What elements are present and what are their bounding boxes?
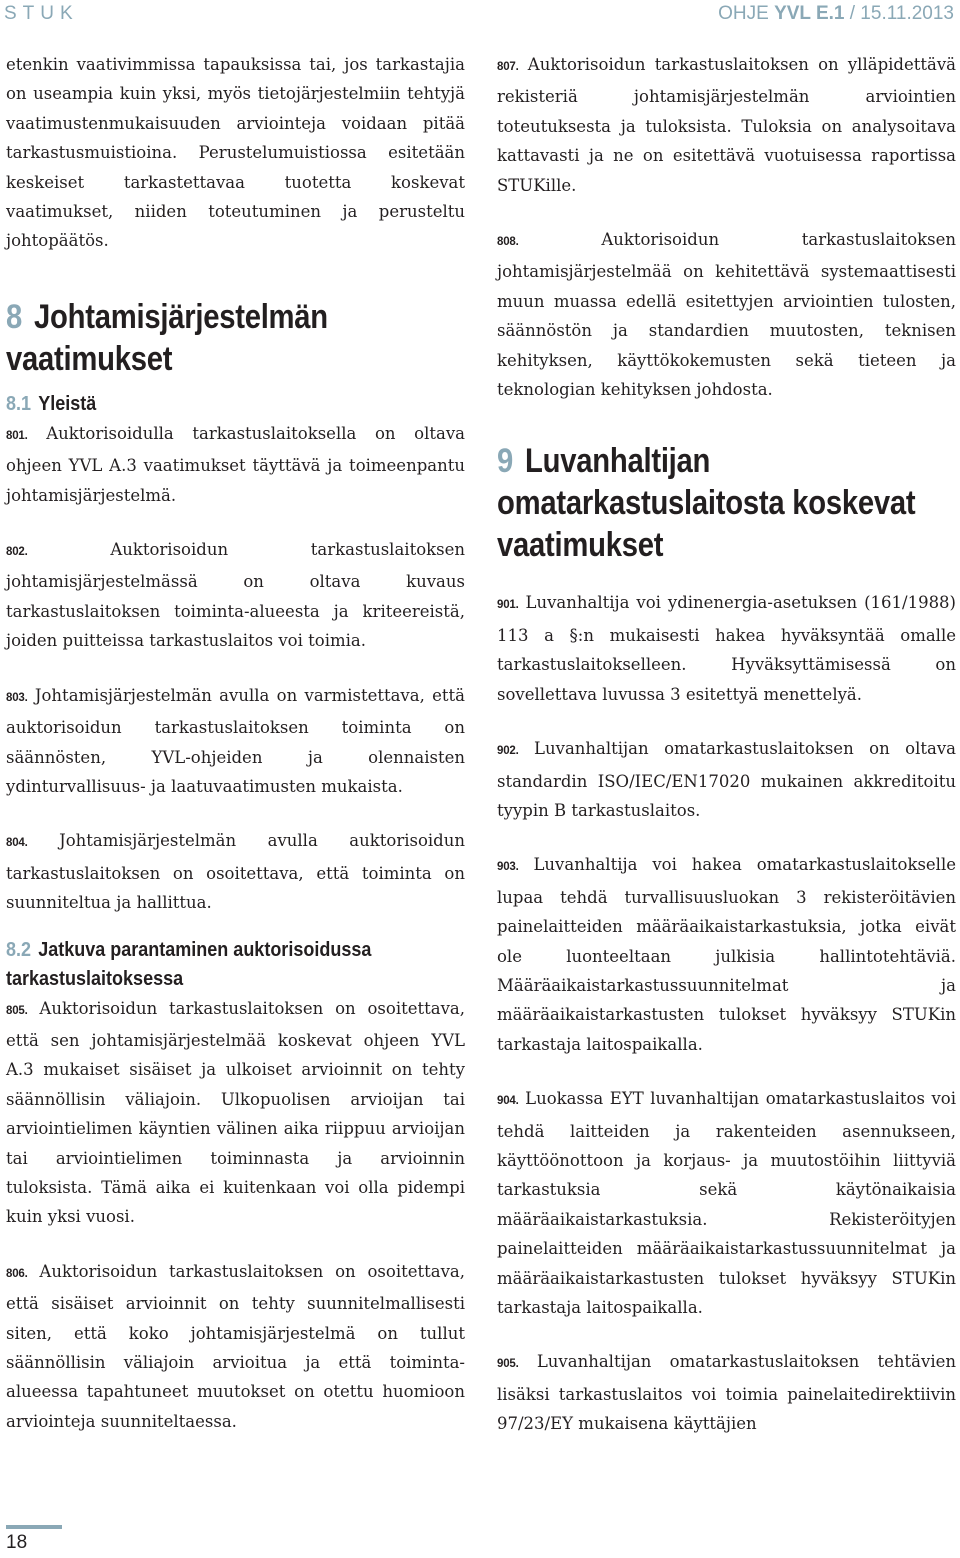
paragraph-901-number: 901. — [497, 599, 519, 612]
paragraph-804 — [6, 826, 465, 917]
paragraph-801-number: 801. — [6, 429, 28, 442]
paragraph-802-number: 802. — [6, 546, 28, 559]
paragraph-808-text: Auktorisoidun tarkastuslaitoksen johtamisjärjestelmää on kehitettävä systemaattisesti muun muassa edellä esitettyjen arviointien tulosten, säännöstön ja standardien muutosten, teknisen kehityksen, käyttökokemusten sekä tieteen ja teknologian kehityksen johdosta. — [497, 230, 956, 400]
subsection-8-2-title: Jatkuva parantaminen auktorisoidussa tarkastuslaitoksessa — [6, 938, 372, 990]
paragraph-904-number: 904. — [497, 1095, 519, 1108]
section-9-heading — [497, 440, 955, 566]
page-number: 18 — [6, 1532, 28, 1553]
paragraph-805-text: Auktorisoidun tarkastuslaitoksen on osoitettava, että sen johtamisjärjestelmää koskevat ohjeen YVL A.3 mukaiset sisäiset ja ulkoiset arvioinnit on tehty säännöllisin väliajoin. Ulkopuolisen arvioijan tai arviointielimen käyntien välinen aika riippuu arvioijan tai arviointielimen toiminnasta ja arvioinnin tuloksista. Tämä aika ei kuitenkaan voi olla pidempi kuin yksi vuosi. — [6, 998, 465, 1227]
right-column — [497, 50, 956, 1439]
paragraph-805-number: 805. — [6, 1004, 28, 1017]
paragraph-903-text: Luvanhaltija voi hakea omatarkastuslaitokselle lupaa tehdä turvallisuusluokan 3 rekisteröitävien painelaitteiden määräaikaistarkastuksia, jotka eivät ole luonteeltaan julkisia hallintotehtäviä. Määräaikaistarkastussuunnitelmat ja määräaikaistarkastusten tulokset hyväksyy STUKin tarkastaja laitospaikalla. — [497, 855, 956, 1054]
subsection-8-1-number: 8.1 — [6, 392, 32, 415]
paragraph-905-number: 905. — [497, 1358, 519, 1371]
paragraph-807-text: Auktorisoidun tarkastuslaitoksen on ylläpidettävä rekisteriä johtamisjärjestelmän arviointien toteutuksesta ja tuloksista. Tuloksia on analysoitava kattavasti ja ne on esitettävä vuotuisessa raportissa STUKille. — [497, 55, 956, 195]
paragraph-905-text: Luvanhaltijan omatarkastuslaitoksen tehtävien lisäksi tarkastuslaitos voi toimia painelaitedirektiivin 97/23/EY mukaisena käyttäjien — [497, 1352, 956, 1434]
paragraph-905 — [497, 1347, 956, 1438]
subsection-8-2-number: 8.2 — [6, 938, 32, 961]
paragraph-801 — [6, 419, 465, 510]
paragraph-902-text: Luvanhaltijan omatarkastuslaitoksen on oltava standardin ISO/IEC/EN17020 mukainen akkreditoitu tyypin B tarkastuslaitos. — [497, 739, 956, 820]
paragraph-803-text: Johtamisjärjestelmän avulla on varmistettava, että auktorisoidun tarkastuslaitoksen toiminta on säännösten, YVL-ohjeiden ja olennaisten ydinturvallisuus- ja laatuvaatimusten mukaista. — [6, 685, 465, 796]
org-name: STUK — [4, 3, 79, 24]
paragraph-902-number: 902. — [497, 745, 519, 758]
paragraph-903-number: 903. — [497, 861, 519, 874]
section-9-title: Luvanhaltijan omatarkastuslaitosta koskevat vaatimukset — [497, 442, 916, 565]
guide-prefix: OHJE — [718, 3, 775, 24]
guide-reference — [718, 3, 954, 25]
subsection-8-1-title: Yleistä — [38, 392, 97, 415]
paragraph-808-number: 808. — [497, 236, 519, 249]
paragraph-806-number: 806. — [6, 1267, 28, 1280]
paragraph-801-text: Auktorisoidulla tarkastuslaitoksella on oltava ohjeen YVL A.3 vaatimukset täyttävä ja toimeenpantu johtamisjärjestelmä. — [6, 423, 465, 505]
section-8-heading — [6, 296, 464, 380]
paragraph-802-text: Auktorisoidun tarkastuslaitoksen johtamisjärjestelmässä on oltava kuvaus tarkastuslaitoksen toiminta-alueesta ja kriteereistä, joiden puitteissa tarkastuslaitos voi toimia. — [6, 540, 465, 651]
left-column — [6, 50, 465, 1436]
footer-accent-rule — [6, 1525, 62, 1529]
paragraph-804-number: 804. — [6, 837, 28, 850]
paragraph-902 — [497, 734, 956, 825]
section-8-title: Johtamisjärjestelmän vaatimukset — [6, 297, 328, 378]
guide-date: / 15.11.2013 — [844, 3, 954, 24]
paragraph-807-number: 807. — [497, 61, 519, 73]
subsection-8-1-heading — [6, 390, 465, 419]
paragraph-806-text: Auktorisoidun tarkastuslaitoksen on osoitettava, että sisäiset arvioinnit on tehty suunnitelmallisesti siten, että koko johtamisjärjestelmä on tullut säännöllisin väliajoin arvioitua ja että toiminta-alueessa tapahtuneet muutokset on otettu huomioon arviointeja suunniteltaessa. — [6, 1261, 465, 1431]
paragraph-903 — [497, 850, 956, 1059]
paragraph-803-number: 803. — [6, 691, 28, 704]
intro-paragraph: etenkin vaativimmissa tapauksissa tai, jos tarkastajia on useampia kuin yksi, myös tietojärjestelmiin tehtyjä vaatimustenmukaisuuden arviointeja voidaan pitää tarkastusmuistioina. Perustelumuistiossa esitetään keskeiset tarkastettavaa tuotetta koskevat vaatimukset, niiden toteutuminen ja perusteltu johtopäätös. — [6, 55, 465, 251]
guide-id: YVL E.1 — [774, 3, 845, 24]
section-8-number: 8 — [6, 297, 23, 336]
paragraph-805 — [6, 994, 465, 1232]
paragraph-806 — [6, 1257, 465, 1436]
paragraph-904 — [497, 1084, 956, 1322]
paragraph-901 — [497, 588, 956, 709]
paragraph-802 — [6, 535, 465, 656]
section-9-number: 9 — [497, 442, 514, 481]
paragraph-901-text: Luvanhaltija voi ydinenergia-asetuksen (161/1988) 113 a §:n mukaisesti hakea hyväksyntää omalle tarkastuslaitokselleen. Hyväksyttämisessä on sovellettava luvussa 3 esitettyä menettelyä. — [497, 593, 956, 704]
paragraph-807 — [497, 50, 956, 200]
paragraph-808 — [497, 225, 956, 404]
page-header — [4, 3, 954, 31]
paragraph-803 — [6, 681, 465, 802]
paragraph-804-text: Johtamisjärjestelmän avulla auktorisoidun tarkastuslaitoksen on osoitettava, että toiminta on suunniteltua ja hallittua. — [6, 831, 465, 913]
subsection-8-2-heading — [6, 936, 465, 994]
paragraph-904-text: Luokassa EYT luvanhaltijan omatarkastuslaitos voi tehdä laitteiden ja rakenteiden asennukseen, käyttöönottoon ja korjaus- ja muutostöihin liittyviä tarkastuksia sekä käytönaikaisia määräaikaistarkastuksia. Rekisteröityjen painelaitteiden määräaikaistarkastussuunnitelmat ja määräaikaistarkastusten tulokset hyväksyy STUKin tarkastaja laitospaikalla. — [497, 1089, 956, 1317]
